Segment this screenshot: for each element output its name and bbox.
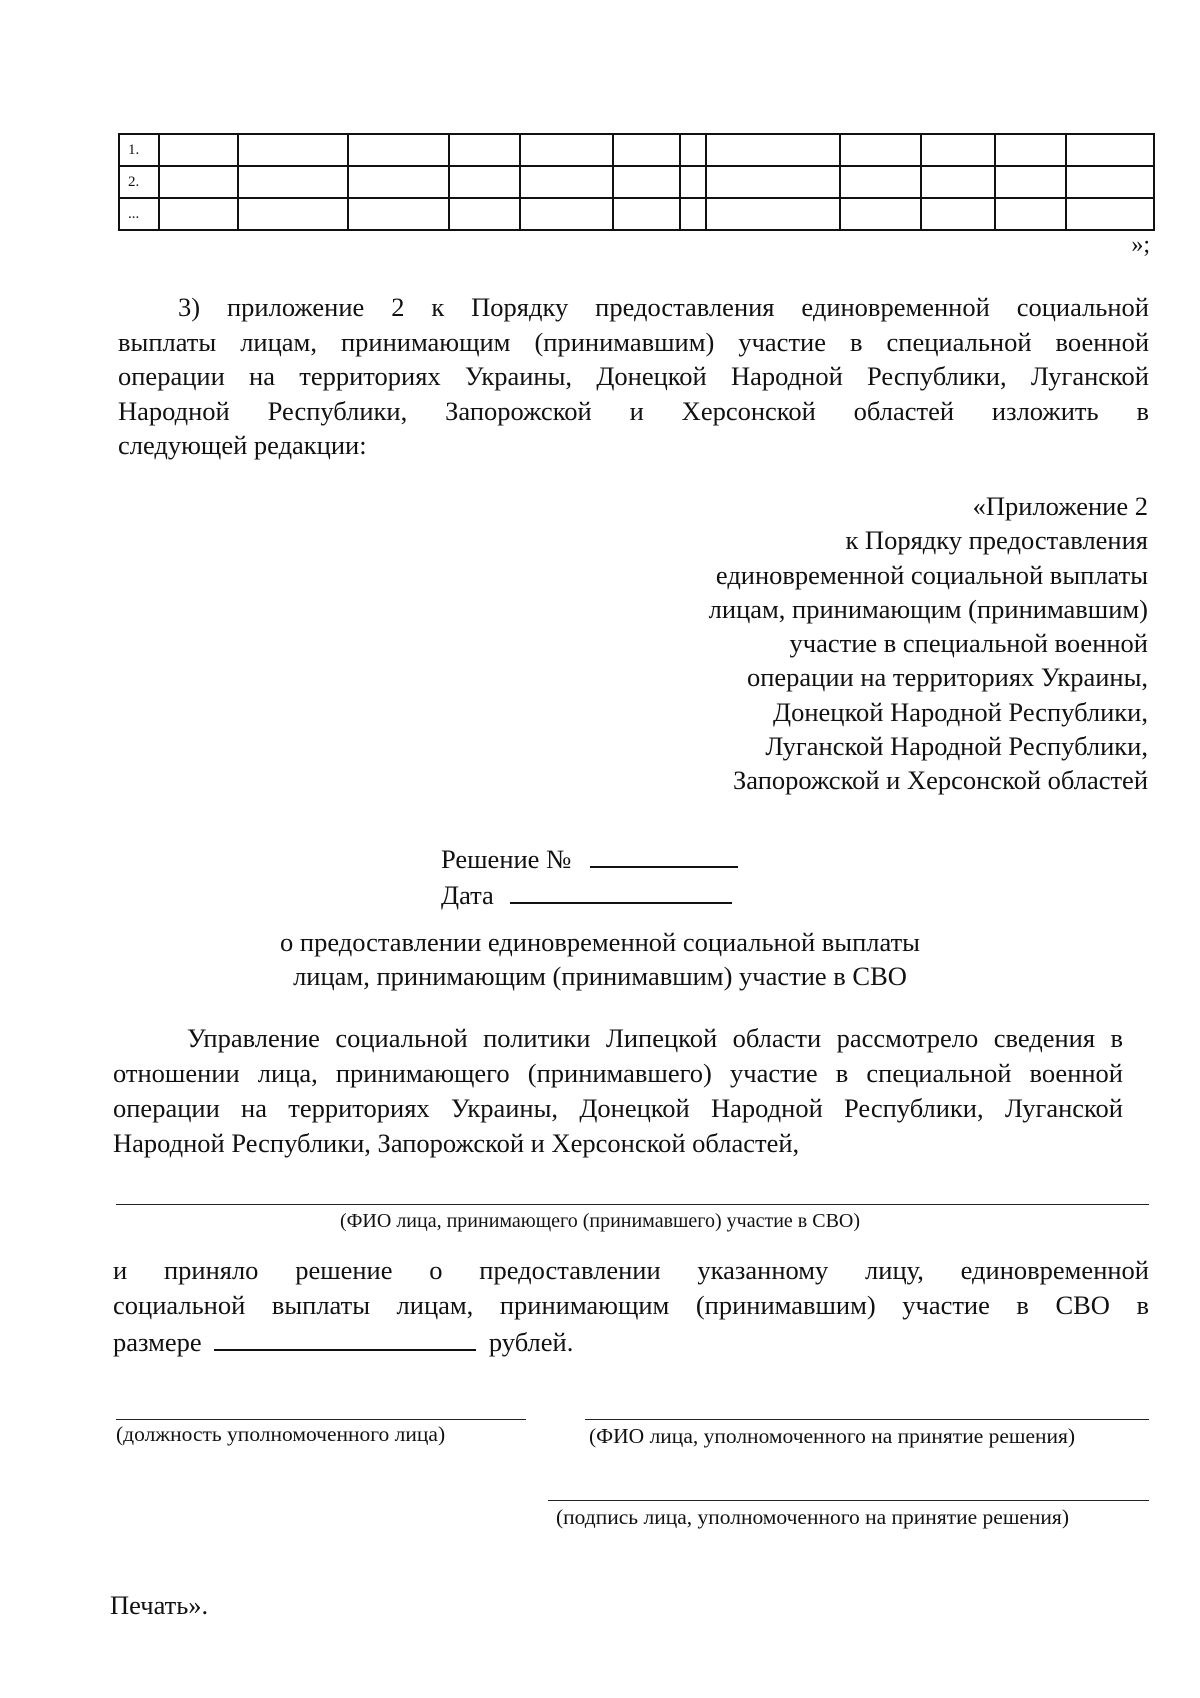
decision-header: [441, 840, 738, 912]
decision-line: социальной выплаты лицам, принимающим (принимавшим) участие в СВО в: [113, 1290, 1149, 1320]
body-line: отношении лица, принимающего (принимавшего) участие в специальной военной: [113, 1058, 1123, 1088]
table-cell: [840, 134, 921, 166]
position-blank-line: [116, 1419, 526, 1420]
table-row: [119, 134, 1154, 166]
paragraph-line: следующей редакции:: [118, 430, 367, 460]
table-cell: [706, 166, 840, 198]
appendix-line: Донецкой Народной Республики,: [773, 696, 1148, 727]
table-cell: [1066, 134, 1154, 166]
table-cell: [706, 198, 840, 230]
fio-caption: (ФИО лица, принимающего (принимавшего) участие в СВО): [339, 1210, 861, 1232]
amount-suffix: рублей.: [488, 1327, 574, 1357]
body-line: Управление социальной политики Липецкой области рассмотрело сведения в: [187, 1023, 1123, 1053]
decision-number-label: Решение №: [441, 844, 572, 874]
table-cell: [520, 166, 613, 198]
decision-line: и приняло решение о предоставлении указанному лицу, единовременной: [113, 1255, 1149, 1285]
table-cell: [680, 166, 706, 198]
amount-blank: [214, 1323, 476, 1351]
table-cell: [1066, 198, 1154, 230]
table-cell: [921, 134, 995, 166]
table-cell: [348, 166, 449, 198]
table-cell: [706, 134, 840, 166]
table-row: [119, 166, 1154, 198]
fio-blank-line: [116, 1204, 1149, 1205]
decision-date-label: Дата: [441, 880, 494, 910]
position-caption: (должность уполномоченного лица): [116, 1422, 446, 1446]
table-cell: [921, 166, 995, 198]
signature-caption: (подпись лица, уполномоченного на принятие решения): [556, 1505, 1069, 1529]
table-cell-number: 2.: [119, 166, 159, 198]
table-cell: [520, 198, 613, 230]
table-cell: [238, 198, 348, 230]
appendix-line: участие в специальной военной: [789, 628, 1148, 659]
decision-date-row: [441, 876, 738, 912]
table-cell: [995, 198, 1066, 230]
table-cell: [449, 134, 520, 166]
table-cell: [840, 198, 921, 230]
appendix-line: единовременной социальной выплаты: [715, 559, 1148, 590]
subject-line: лицам, принимающим (принимавшим) участие в СВО: [293, 961, 907, 991]
appendix-header: [709, 489, 1148, 798]
table-cell: [921, 198, 995, 230]
table-cell: [238, 134, 348, 166]
fio-official-blank-line: [585, 1419, 1149, 1420]
top-table: [118, 133, 1155, 231]
table-cell: [680, 198, 706, 230]
stamp-label: Печать».: [110, 1590, 209, 1620]
appendix-line: к Порядку предоставления: [845, 525, 1148, 556]
item-3-paragraph: [118, 290, 1149, 463]
table-cell: [680, 134, 706, 166]
table-cell: [449, 166, 520, 198]
table-cell: [159, 134, 238, 166]
table-cell-number: ...: [119, 198, 159, 230]
table-cell: [238, 166, 348, 198]
body-paragraph: [113, 1021, 1123, 1161]
decision-number-blank: [590, 840, 738, 868]
paragraph-line: операции на территориях Украины, Донецкой Народной Республики, Луганской: [118, 361, 1149, 391]
closing-quote: »;: [1131, 232, 1150, 258]
table-cell: [520, 134, 613, 166]
table-cell: [348, 198, 449, 230]
decision-date-blank: [510, 876, 732, 904]
decision-subject: [0, 925, 1200, 993]
table-cell: [159, 198, 238, 230]
body-line: операции на территориях Украины, Донецкой Народной Республики, Луганской: [113, 1093, 1123, 1123]
table-cell: [840, 166, 921, 198]
table-cell: [1066, 166, 1154, 198]
table-cell: [995, 134, 1066, 166]
table-cell: [348, 134, 449, 166]
amount-row: [113, 1323, 1149, 1360]
appendix-line: Запорожской и Херсонской областей: [733, 765, 1148, 796]
subject-line: о предоставлении единовременной социальной выплаты: [280, 927, 920, 957]
fio-official-caption: (ФИО лица, уполномоченного на принятие решения): [589, 1424, 1076, 1448]
paragraph-line: выплаты лицам, принимающим (принимавшим) участие в специальной военной: [118, 326, 1149, 357]
table-cell: [159, 166, 238, 198]
paragraph-line: Народной Республики, Запорожской и Херсонской областей изложить в: [118, 395, 1149, 426]
appendix-line: операции на территориях Украины,: [746, 662, 1148, 693]
paragraph-line: 3) приложение 2 к Порядку предоставления единовременной социальной: [178, 292, 1149, 322]
table-row: [119, 198, 1154, 230]
table-cell: [613, 166, 680, 198]
appendix-line: лицам, принимающим (принимавшим): [708, 593, 1148, 624]
table-cell: [613, 134, 680, 166]
amount-prefix: размере: [113, 1327, 202, 1357]
decision-number-row: [441, 840, 738, 876]
table-cell: [613, 198, 680, 230]
signature-blank-line: [548, 1500, 1149, 1501]
body-line: Народной Республики, Запорожской и Херсонской областей,: [113, 1128, 800, 1158]
table-cell: [449, 198, 520, 230]
table-cell-number: 1.: [119, 134, 159, 166]
decision-text: [113, 1253, 1149, 1360]
appendix-line: «Приложение 2: [972, 491, 1148, 521]
table-cell: [995, 166, 1066, 198]
appendix-line: Луганской Народной Республики,: [765, 731, 1148, 762]
